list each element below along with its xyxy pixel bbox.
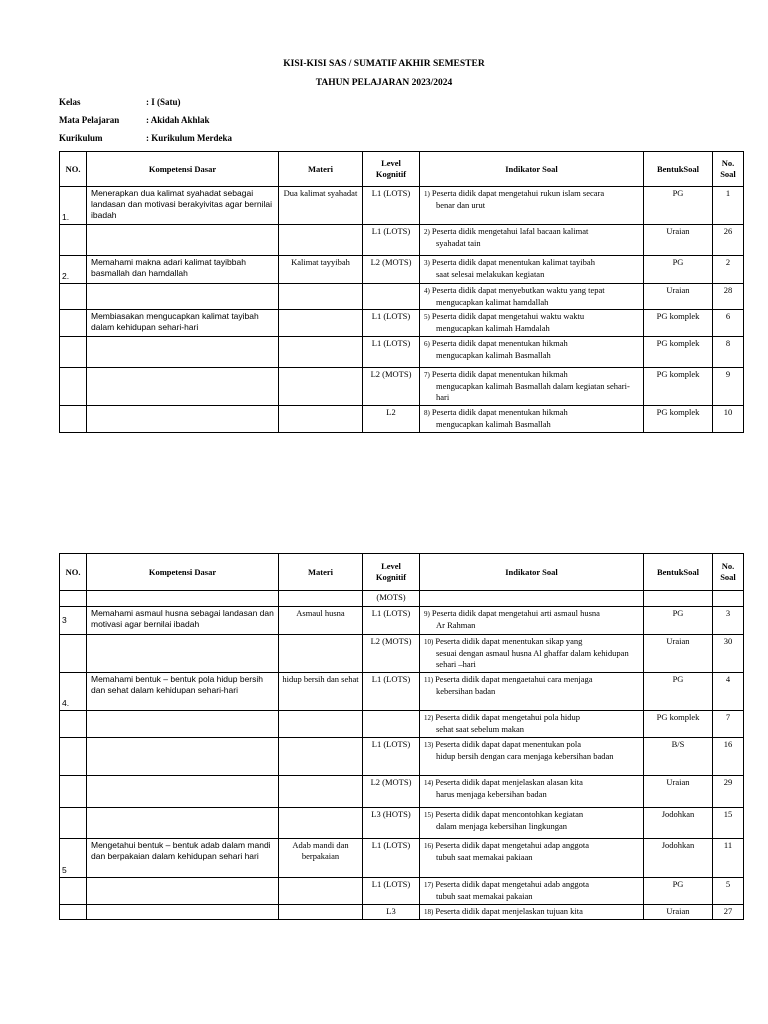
cell-kd: Menerapkan dua kalimat syahadat sebagai landasan dan motivasi berakyivitas agar bernilai ibadah (87, 187, 279, 225)
indikator-number: 15) (424, 811, 434, 819)
table-row (60, 284, 744, 310)
cell-nosoal: 6 (713, 310, 744, 337)
cell-no (60, 591, 87, 607)
cell-no: 3 (60, 607, 87, 635)
cell-indikator (420, 591, 644, 607)
indikator-text: Peserta didik dapat mencontohkan kegiatan (435, 809, 584, 819)
indikator-text: Peserta didik dapat menjelaskan tujuan kita (435, 906, 583, 916)
cell-materi (279, 337, 363, 368)
table-row (60, 808, 744, 839)
indikator-text-cont: mengucapkan kalimat hamdallah (436, 297, 549, 307)
indikator-number: 2) (424, 228, 430, 236)
cell-bentuk: Uraian (644, 635, 713, 673)
meta-key: Kelas (59, 97, 81, 107)
cell-no: 4. (60, 673, 87, 711)
cell-kd (87, 905, 279, 920)
cell-level: (MOTS) (363, 591, 420, 607)
cell-materi (279, 878, 363, 905)
cell-materi (279, 368, 363, 406)
cell-materi: Dua kalimat syahadat (279, 187, 363, 225)
meta-mapel (59, 115, 210, 125)
cell-no (60, 738, 87, 776)
indikator-text: Peserta didik dapat menentukan hikmah (431, 407, 568, 417)
cell-nosoal: 11 (713, 839, 744, 878)
meta-key: Mata Pelajaran (59, 115, 120, 125)
cell-bentuk: Uraian (644, 905, 713, 920)
cell-level: L1 (LOTS) (363, 839, 420, 878)
cell-nosoal: 5 (713, 878, 744, 905)
cell-materi (279, 905, 363, 920)
indikator-number: 17) (424, 881, 434, 889)
cell-nosoal: 27 (713, 905, 744, 920)
cell-indikator (420, 673, 644, 711)
cell-nosoal: 1 (713, 187, 744, 225)
indikator-number: 16) (424, 842, 434, 850)
col-level: Level Kognitif (363, 152, 420, 187)
cell-bentuk: Uraian (644, 776, 713, 808)
table-row (60, 406, 744, 433)
table-row (60, 337, 744, 368)
indikator-text-cont: harus menjaga kebersihan badan (436, 789, 547, 799)
table-row (60, 738, 744, 776)
table-row (60, 905, 744, 920)
cell-indikator (420, 635, 644, 673)
doc-subtitle: TAHUN PELAJARAN 2023/2024 (315, 78, 453, 88)
meta-value: : Akidah Akhlak (146, 115, 210, 125)
cell-indikator (420, 187, 644, 225)
kisi-table-1 (59, 151, 744, 433)
indikator-text: Peserta didik dapat mengetahui waktu waktu (431, 311, 585, 321)
cell-nosoal: 10 (713, 406, 744, 433)
cell-indikator (420, 225, 644, 256)
indikator-text: Peserta didik dapat dapat menentukan pola (435, 739, 581, 749)
meta-kurikulum (59, 133, 232, 143)
cell-indikator (420, 368, 644, 406)
cell-no (60, 368, 87, 406)
col-materi: Materi (279, 152, 363, 187)
cell-kd (87, 337, 279, 368)
col-bentuk: BentukSoal (644, 152, 713, 187)
cell-level: L2 (MOTS) (363, 776, 420, 808)
cell-kd (87, 878, 279, 905)
cell-bentuk: Jodohkan (644, 839, 713, 878)
cell-level (363, 284, 420, 310)
cell-bentuk: Jodohkan (644, 808, 713, 839)
cell-no (60, 776, 87, 808)
cell-kd (87, 591, 279, 607)
table-row (60, 776, 744, 808)
table-row (60, 635, 744, 673)
indikator-text: Peserta didik dapat mengetahui rukun islam secara (431, 188, 605, 198)
cell-bentuk: PG (644, 878, 713, 905)
indikator-text-cont: saat selesai melakukan kegiatan (436, 269, 545, 279)
cell-kd: Memahami makna adari kalimat tayibbah basmallah dan hamdallah (87, 256, 279, 284)
cell-no: 1. (60, 187, 87, 225)
cell-materi (279, 406, 363, 433)
indikator-number: 3) (424, 259, 430, 267)
cell-kd: Mengetahui bentuk – bentuk adab dalam mandi dan berpakaian dalam kehidupan sehari hari (87, 839, 279, 878)
col-nosoal: No. Soal (713, 554, 744, 591)
cell-level: L1 (LOTS) (363, 337, 420, 368)
cell-level: L2 (MOTS) (363, 368, 420, 406)
cell-level: L3 (363, 905, 420, 920)
indikator-number: 12) (424, 714, 434, 722)
indikator-text-cont: mengucapkan kalimah Basmallah dalam kegiatan sehari-hari (436, 381, 630, 402)
cell-materi (279, 284, 363, 310)
table-row (60, 310, 744, 337)
cell-materi (279, 738, 363, 776)
cell-no (60, 406, 87, 433)
cell-materi (279, 635, 363, 673)
cell-materi (279, 808, 363, 839)
indikator-text-cont: mengucapkan kalimah Basmallah (436, 419, 551, 429)
cell-nosoal: 28 (713, 284, 744, 310)
cell-level: L1 (LOTS) (363, 187, 420, 225)
cell-no (60, 905, 87, 920)
indikator-number: 14) (424, 779, 434, 787)
cell-kd: Membiasakan mengucapkan kalimat tayibah dalam kehidupan sehari-hari (87, 310, 279, 337)
indikator-text-cont: mengucapkan kalimah Basmallah (436, 350, 551, 360)
cell-nosoal: 26 (713, 225, 744, 256)
cell-no (60, 284, 87, 310)
meta-value: : I (Satu) (146, 97, 181, 107)
cell-indikator (420, 905, 644, 920)
table-row (60, 591, 744, 607)
indikator-number: 10) (424, 638, 434, 646)
indikator-text: Peserta didik dapat mengetahui adap anggota (435, 840, 589, 850)
cell-level: L2 (MOTS) (363, 635, 420, 673)
cell-materi: Kalimat tayyibah (279, 256, 363, 284)
cell-indikator (420, 808, 644, 839)
cell-bentuk: PG (644, 256, 713, 284)
cell-indikator (420, 310, 644, 337)
cell-no (60, 225, 87, 256)
cell-level: L1 (LOTS) (363, 673, 420, 711)
cell-materi (279, 776, 363, 808)
cell-no (60, 310, 87, 337)
col-kd: Kompetensi Dasar (87, 554, 279, 591)
cell-level: L1 (LOTS) (363, 607, 420, 635)
table-row (60, 878, 744, 905)
cell-kd (87, 635, 279, 673)
table-row (60, 187, 744, 225)
cell-indikator (420, 839, 644, 878)
cell-nosoal: 9 (713, 368, 744, 406)
indikator-text-cont: kebersihan badan (436, 686, 496, 696)
indikator-text: Peserta didik dapat menyebutkan waktu yang tepat (431, 285, 605, 295)
indikator-text: Peserta didik dapat mengetahui pola hidup (435, 712, 581, 722)
indikator-text-cont: sehat saat sebelum makan (436, 724, 525, 734)
cell-indikator (420, 256, 644, 284)
table-row (60, 256, 744, 284)
indikator-number: 5) (424, 313, 430, 321)
cell-level: L3 (HOTS) (363, 808, 420, 839)
table-row (60, 673, 744, 711)
indikator-text-cont: syahadat tain (436, 238, 481, 248)
indikator-number: 9) (424, 610, 430, 618)
cell-bentuk: PG komplek (644, 406, 713, 433)
cell-level: L2 (363, 406, 420, 433)
indikator-number: 1) (424, 190, 430, 198)
indikator-number: 13) (424, 741, 434, 749)
cell-nosoal: 2 (713, 256, 744, 284)
cell-indikator (420, 607, 644, 635)
indikator-text-cont: dalam menjaga kebersihan lingkungan (436, 821, 567, 831)
table-row (60, 225, 744, 256)
cell-bentuk: PG komplek (644, 711, 713, 738)
cell-indikator (420, 776, 644, 808)
cell-kd: Memahami bentuk – bentuk pola hidup bersih dan sehat dalam kehidupan sehari-hari (87, 673, 279, 711)
table-row (60, 607, 744, 635)
col-no: NO. (60, 152, 87, 187)
meta-value: : Kurikulum Merdeka (146, 133, 233, 143)
cell-nosoal: 8 (713, 337, 744, 368)
cell-level: L1 (LOTS) (363, 738, 420, 776)
cell-kd (87, 738, 279, 776)
col-kd: Kompetensi Dasar (87, 152, 279, 187)
col-indikator: Indikator Soal (420, 554, 644, 591)
cell-bentuk: PG komplek (644, 368, 713, 406)
indikator-number: 6) (424, 340, 430, 348)
cell-nosoal: 30 (713, 635, 744, 673)
cell-level: L1 (LOTS) (363, 878, 420, 905)
cell-nosoal: 7 (713, 711, 744, 738)
indikator-text-cont: Ar Rahman (436, 620, 476, 630)
cell-materi (279, 310, 363, 337)
cell-bentuk: PG komplek (644, 337, 713, 368)
indikator-text: Peserta didik dapat menentukan kalimat tayibah (431, 257, 595, 267)
cell-indikator (420, 738, 644, 776)
cell-level: L2 (MOTS) (363, 256, 420, 284)
indikator-number: 11) (424, 676, 434, 684)
cell-bentuk: PG komplek (644, 310, 713, 337)
cell-kd (87, 284, 279, 310)
meta-kelas (59, 97, 181, 107)
cell-bentuk: Uraian (644, 284, 713, 310)
cell-no (60, 808, 87, 839)
cell-no (60, 337, 87, 368)
cell-bentuk: Uraian (644, 225, 713, 256)
table-row (60, 839, 744, 878)
cell-bentuk: PG (644, 187, 713, 225)
cell-nosoal: 16 (713, 738, 744, 776)
cell-materi (279, 591, 363, 607)
cell-indikator (420, 284, 644, 310)
cell-kd: Memahami asmaul husna sebagai landasan dan motivasi agar bernilai ibadah (87, 607, 279, 635)
cell-nosoal: 4 (713, 673, 744, 711)
cell-level (363, 711, 420, 738)
indikator-number: 4) (424, 287, 430, 295)
cell-kd (87, 368, 279, 406)
col-materi: Materi (279, 554, 363, 591)
cell-no: 5 (60, 839, 87, 878)
indikator-text: Peserta didik dapat menentukan hikmah (431, 369, 568, 379)
cell-indikator (420, 337, 644, 368)
indikator-text-cont: hidup bersih dengan cara menjaga kebersihan badan (436, 751, 614, 761)
cell-bentuk: PG (644, 673, 713, 711)
cell-bentuk: B/S (644, 738, 713, 776)
cell-level: L1 (LOTS) (363, 310, 420, 337)
cell-nosoal: 15 (713, 808, 744, 839)
cell-no (60, 711, 87, 738)
indikator-text: Peserta didik dapat menentukan sikap yang (435, 636, 583, 646)
cell-no (60, 635, 87, 673)
cell-kd (87, 711, 279, 738)
cell-materi: Asmaul husna (279, 607, 363, 635)
cell-materi: Adab mandi dan berpakaian (279, 839, 363, 878)
cell-kd (87, 406, 279, 433)
cell-bentuk: PG (644, 607, 713, 635)
cell-materi (279, 225, 363, 256)
indikator-text: Peserta didik dapat menjelaskan alasan kita (435, 777, 583, 787)
col-level: Level Kognitif (363, 554, 420, 591)
indikator-text: Peserta didik dapat mengetahui arti asmaul husna (431, 608, 600, 618)
col-no: NO. (60, 554, 87, 591)
cell-no: 2. (60, 256, 87, 284)
cell-indikator (420, 711, 644, 738)
cell-bentuk (644, 591, 713, 607)
indikator-number: 7) (424, 371, 430, 379)
cell-kd (87, 776, 279, 808)
indikator-number: 18) (424, 908, 434, 916)
cell-kd (87, 225, 279, 256)
indikator-text-cont: mengucapkan kalimah Hamdalah (436, 323, 550, 333)
cell-kd (87, 808, 279, 839)
col-nosoal: No. Soal (713, 152, 744, 187)
indikator-number: 8) (424, 409, 430, 417)
meta-key: Kurikulum (59, 133, 103, 143)
cell-level: L1 (LOTS) (363, 225, 420, 256)
indikator-text-cont: benar dan urut (436, 200, 486, 210)
col-indikator: Indikator Soal (420, 152, 644, 187)
indikator-text-cont: tubuh saat memakai pakiaan (436, 852, 533, 862)
doc-title: KISI-KISI SAS / SUMATIF AKHIR SEMESTER (283, 59, 485, 69)
indikator-text: Peserta didik dapat mengetahui adab anggota (435, 879, 589, 889)
table-row (60, 711, 744, 738)
indikator-text-cont: sesuai dengan asmaul husna Al ghaffar dalam kehidupan sehari –hari (436, 648, 629, 669)
cell-materi: hidup bersih dan sehat (279, 673, 363, 711)
cell-nosoal: 3 (713, 607, 744, 635)
cell-no (60, 878, 87, 905)
cell-materi (279, 711, 363, 738)
indikator-text: Peserta didik dapat mengaetahui cara menjaga (435, 674, 593, 684)
cell-indikator (420, 878, 644, 905)
col-bentuk: BentukSoal (644, 554, 713, 591)
kisi-table-2 (59, 553, 744, 920)
cell-nosoal (713, 591, 744, 607)
indikator-text: Peserta didik dapat menentukan hikmah (431, 338, 568, 348)
table-row (60, 368, 744, 406)
cell-nosoal: 29 (713, 776, 744, 808)
indikator-text: Peserta didik mengetahui lafal bacaan kalimat (431, 226, 589, 236)
cell-indikator (420, 406, 644, 433)
indikator-text-cont: tubuh saat memakai pakaian (436, 891, 533, 901)
